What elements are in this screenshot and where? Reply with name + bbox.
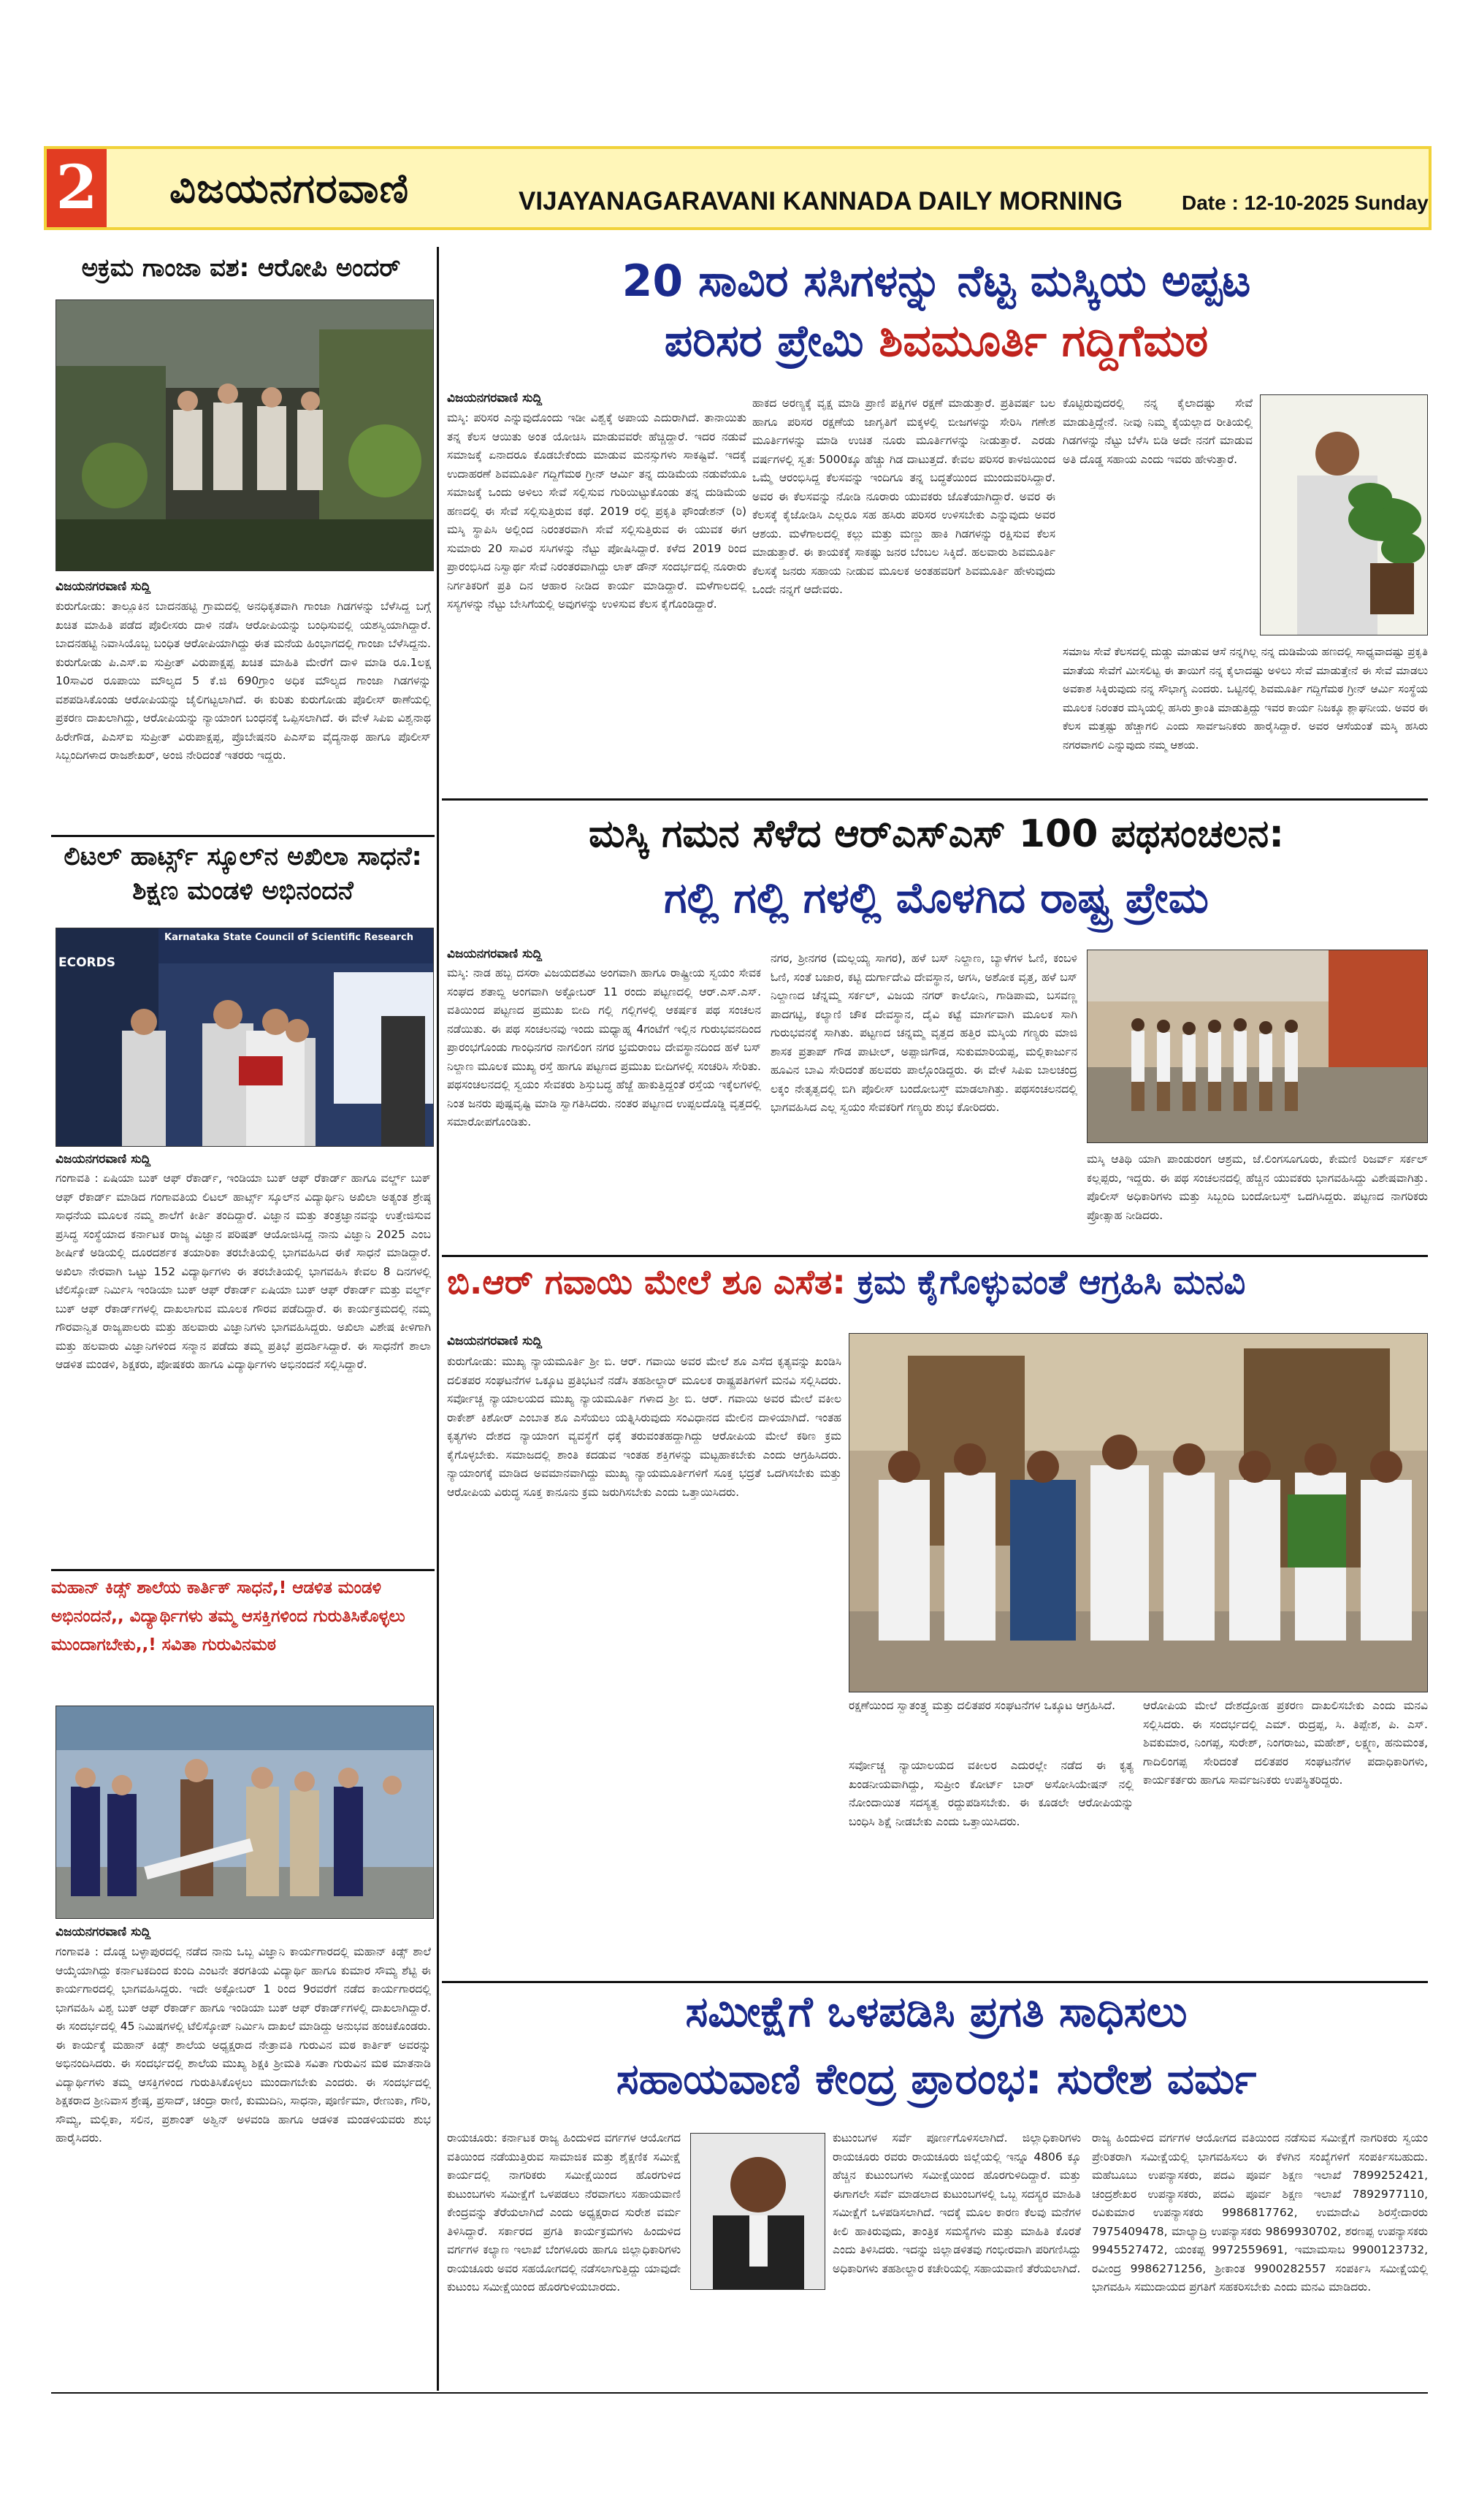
page-number: 2 xyxy=(47,149,107,227)
lead1-body-col2: ಹಾಕದ ಅರಣ್ಯಕ್ಕೆ ವೃಕ್ಷ ಮಾಡಿ ಪ್ರಾಣಿ ಪಕ್ಷಿಗಳ ರಕ್ಷಣೆ ಮಾಡುತ್ತಾರೆ. ಪ್ರತಿವರ್ಷ ಬಲ ಹಾಗೂ ಪರಿಸರ ರಕ್ಷಣೆಯ ಜಾಗೃತಿಗೆ ಮಕ್ಕಳಲ್ಲಿ ಬೀಜಗಳನ್ನು ಸೇರಿಸಿ ಗಣೇಶ ಮೂರ್ತಿಗಳನ್ನು ಮಾಡಿ ಉಚಿತ ನೂರು ಮೂರ್ತಿಗಳನ್ನು ನೀಡುತ್ತಾರೆ. ಎರಡು ವರ್ಷಗಳಲ್ಲಿ ಸ್ವತಃ 5000ಕ್ಕೂ ಹೆಚ್ಚು ಗಿಡ ದಾಟುತ್ತದೆ. ಕೇವಲ ಪರಿಸರ ಕಾಳಜಿಯಿಂದ ಒಮ್ಮೆ ಆರಂಭಿಸಿದ್ದ ಕೆಲಸವನ್ನು ಇಂದಿಗೂ ತನ್ನ ಬದ್ಧತೆಯಿಂದ ಮುಂದುವರಿಸಿದ್ದಾರೆ. ಅವರ ಈ ಕೆಲಸವನ್ನು ನೋಡಿ ನೂರಾರು ಯುವಕರು ಜೊತೆಯಾಗಿದ್ದಾರೆ. ಅವರ ಈ ಕೆಲಸಕ್ಕೆ ಕೈಜೋಡಿಸಿ ಎಲ್ಲರೂ ಸಹ ಹಸಿರು ಪರಿಸರ ಉಳಿಸಬೇಕು ಎನ್ನುವುದು ಅವರ ಆಶಯ. ಮಳೆಗಾಲದಲ್ಲಿ ಕಲ್ಲು ಮತ್ತು ಮಣ್ಣು ಹಾಕಿ ಗಿಡಗಳನ್ನು ರಕ್ಷಿಸುವ ಕೆಲಸ ಮಾಡುತ್ತಾರೆ. ಈ ಕಾಯಕಕ್ಕೆ ಸಾಕಷ್ಟು ಜನರ ಬೆಂಬಲ ಸಿಕ್ಕಿದೆ. ಹಲವಾರು ಶಿವಮೂರ್ತಿ ಕೆಲಸಕ್ಕೆ ಜನರು ಸಹಾಯ ನೀಡುವ ಮೂಲಕ ಅಂತಹವರಿಗೆ ಶಿವಮೂರ್ತಿ ಹೇಳುವುದು ಒಂದೇ ನನ್ನಗೆ ಆದೇವರು. xyxy=(752,397,1055,596)
section-rule xyxy=(442,1981,1428,1983)
lead4-body-col2: ಕುಟುಂಬಗಳ ಸರ್ವೆ ಪೂರ್ಣಗೊಳಿಸಲಾಗಿದೆ. ಜಿಲ್ಲಾಧಿಕಾರಿಗಳು ರಾಯಚೂರು ರವರು ರಾಯಚೂರು ಜಿಲ್ಲೆಯಲ್ಲಿ ಇನ್ನೂ 4806 ಕ್ಕೂ ಹೆಚ್ಚಿನ ಕುಟುಂಬಗಳು ಸಮೀಕ್ಷೆಯಿಂದ ಹೊರಗುಳಿದಿದ್ದಾರೆ. ಮತ್ತು ಈಗಾಗಲೇ ಸರ್ವೆ ಮಾಡಲಾದ ಕುಟುಂಬಗಳಲ್ಲಿ ಒಬ್ಬ ಸದಸ್ಯರ ಮಾಹಿತಿ ಸಮೀಕ್ಷೆಗೆ ಒಳಪಡಿಸಲಾಗಿದೆ. ಇದಕ್ಕೆ ಮೂಲ ಕಾರಣ ಕೆಲವು ಮನೆಗಳ ಕೀಲಿ ಹಾಕಿರುವುದು, ತಾಂತ್ರಿಕ ಸಮಸ್ಯೆಗಳು ಮತ್ತು ಮಾಹಿತಿ ಕೊರತೆ ಎಂದು ತಿಳಿಸಿದರು. ಇದನ್ನು ಜಿಲ್ಲಾಡಳಿತವು ಗಂಭೀರವಾಗಿ ಪರಿಗಣಿಸಿದ್ದು ಅಧಿಕಾರಿಗಳು ತಹಶೀಲ್ದಾರ ಕಚೇರಿಯಲ್ಲಿ ಸಹಾಯವಾಣಿ ತೆರೆಯಲಾಗಿದೆ. xyxy=(833,2131,1081,2275)
lead1-body-col1: ಮಸ್ಕಿ: ಪರಿಸರ ಎನ್ನುವುದೊಂದು ಇಡೀ ವಿಶ್ವಕ್ಕೆ ಅಪಾಯ ಎದುರಾಗಿದೆ. ತಾನಾಯಿತು ತನ್ನ ಕೆಲಸ ಆಯಿತು ಅಂತ ಯೋಚಿಸಿ ಮಾಡುವವರೇ ಹೆಚ್ಚಿದ್ದಾರೆ. ಇದರ ನಡುವೆ ಸಮಾಜಕ್ಕೆ ಏನಾದರೂ ಕೊಡಬೇಕೆಂದು ಮಾಡುವ ಮನಸ್ಸುಗಳು ಸಾಕಷ್ಟಿವೆ. ಇದಕ್ಕೆ ಉದಾಹರಣೆ ಶಿವಮೂರ್ತಿ ಗದ್ದಿಗೆಮಠ ಗ್ರೀನ್ ಆರ್ಮಿ ತನ್ನ ದುಡಿಮೆಯ ನಡುವೆಯೂ ಸಮಾಜಕ್ಕೆ ಒಂದು ಅಳಿಲು ಸೇವೆ ಸಲ್ಲಿಸುವ ಗುರಿಯಿಟ್ಟುಕೊಂಡು ತನ್ನ ದುಡಿಮೆಯ ಹಣದಲ್ಲಿ ಈ ಸೇವೆ ಸಲ್ಲಿಸುತ್ತಿರುವ ಕಥೆ. 2019 ರಲ್ಲಿ ಪ್ರಕೃತಿ ಫೌಂಡೇಶನ್ (ರಿ) ಮಸ್ಕಿ ಸ್ಥಾಪಿಸಿ ಅಲ್ಲಿಂದ ನಿರಂತರವಾಗಿ ಸೇವೆ ಸಲ್ಲಿಸುತ್ತಿರುವ ಈ ಯುವಕ ಈಗ ಸುಮಾರು 20 ಸಾವಿರ ಸಸಿಗಳನ್ನು ನೆಟ್ಟು ಪೋಷಿಸಿದ್ದಾರೆ. ಕಳೆದ 2019 ರಿಂದ ಪ್ರಾರಂಭಿಸಿದ ನಿಸ್ವಾರ್ಥ ಸೇವೆ ನಿರಂತರವಾಗಿದ್ದು ಲಾಕ್ ಡೌನ್ ಸಂದರ್ಭದಲ್ಲಿ ನೂರಾರು ನಿರ್ಗತಿಕರಿಗೆ ಪ್ರತಿ ದಿನ ಆಹಾರ ನೀಡಿದ ಕಾರ್ಯ ಮಾಡಿದ್ದಾರೆ. ಮಳೆಗಾಲದಲ್ಲಿ ಸಸ್ಯಗಳನ್ನು ನೆಟ್ಟು ಬೇಸಿಗೆಯಲ್ಲಿ ಅವುಗಳನ್ನು ಉಳಿಸುವ ಕೆಲಸ ಕೈಗೊಂಡಿದ್ದಾರೆ. xyxy=(447,411,746,611)
lead3-body-col1: ಕುರುಗೋಡು: ಮುಖ್ಯ ನ್ಯಾಯಮೂರ್ತಿ ಶ್ರೀ ಬಿ. ಆರ್. ಗವಾಯಿ ಅವರ ಮೇಲೆ ಶೂ ಎಸೆದ ಕೃತ್ಯವನ್ನು ಖಂಡಿಸಿ ದಲಿತಪರ ಸಂಘಟನೆಗಳ ಒಕ್ಕೂಟ ಪ್ರತಿಭಟನೆ ನಡೆಸಿ ತಹಶೀಲ್ದಾರ್ ಮೂಲಕ ರಾಷ್ಟ್ರಪತಿಗಳಿಗೆ ಮನವಿ ಸಲ್ಲಿಸಿದರು. ಸರ್ವೋಚ್ಚ ನ್ಯಾಯಾಲಯದ ಮುಖ್ಯ ನ್ಯಾಯಮೂರ್ತಿ ಗಳಾದ ಶ್ರೀ ಬಿ. ಆರ್. ಗವಾಯಿ ಅವರ ಮೇಲೆ ವಕೀಲ ರಾಕೇಶ್ ಕಿಶೋರ್ ಎಂಬಾತ ಶೂ ಎಸೆಯಲು ಯತ್ನಿಸಿರುವುದು ಸಂವಿಧಾನದ ಮೇಲಿನ ದಾಳಿಯಾಗಿದೆ. ಇಂತಹ ಕೃತ್ಯಗಳು ದೇಶದ ನ್ಯಾಯಾಂಗ ವ್ಯವಸ್ಥೆಗೆ ಧಕ್ಕೆ ತರುವಂತಹದ್ದಾಗಿದ್ದು ಆರೋಪಿಯ ಮೇಲೆ ಕಠಿಣ ಕ್ರಮ ಕೈಗೊಳ್ಳಬೇಕು. ಸಮಾಜದಲ್ಲಿ ಶಾಂತಿ ಕದಡುವ ಇಂತಹ ಶಕ್ತಿಗಳನ್ನು ಮಟ್ಟಹಾಕಬೇಕು ಎಂದು ಆಗ್ರಹಿಸಿದರು. ನ್ಯಾಯಾಂಗಕ್ಕೆ ಮಾಡಿದ ಅವಮಾನವಾಗಿದ್ದು ಮುಖ್ಯ ನ್ಯಾಯಮೂರ್ತಿಗಳಿಗೆ ಸೂಕ್ತ ಭದ್ರತೆ ಒದಗಿಸಬೇಕು ಮತ್ತು ಆರೋಪಿಯ ವಿರುದ್ಧ ಸೂಕ್ತ ಕಾನೂನು ಕ್ರಮ ಜರುಗಿಸಬೇಕು ಎಂದು ಒತ್ತಾಯಿಸಿದರು. xyxy=(447,1355,841,1499)
lead1-body-col3: ಕೊಟ್ಟಿರುವುದರಲ್ಲಿ ನನ್ನ ಕೈಲಾದಷ್ಟು ಸೇವೆ ಮಾಡುತ್ತಿದ್ದೇನೆ. ನೀವು ನಿಮ್ಮ ಕೈಯಲ್ಲಾದ ರೀತಿಯಲ್ಲಿ ಗಿಡಗಳನ್ನು ನೆಟ್ಟು ಬೆಳೆಸಿ ಬಿಡಿ ಅದೇ ನನಗೆ ಮಾಡುವ ಅತಿ ದೊಡ್ಡ ಸಹಾಯ ಎಂದು ಇವರು ಹೇಳುತ್ತಾರೆ. xyxy=(1063,397,1253,466)
lead3-photo-caption: ರಕ್ಷಣೆಯಿಂದ ಸ್ವಾತಂತ್ರ್ಯ ಮತ್ತು ದಲಿತಪರ ಸಂಘಟನೆಗಳ ಒಕ್ಕೂಟ ಆಗ್ರಹಿಸಿದೆ. xyxy=(849,1699,1116,1712)
lead2-body-col1: ಮಸ್ಕಿ: ನಾಡ ಹಬ್ಬ ದಸರಾ ವಿಜಯದಶಮಿ ಅಂಗವಾಗಿ ಹಾಗೂ ರಾಷ್ಟ್ರೀಯ ಸ್ವಯಂ ಸೇವಕ ಸಂಘದ ಶತಾಬ್ದಿ ಅಂಗವಾಗಿ ಅಕ್ಟೋಬರ್ 11 ರಂದು ಪಟ್ಟಣದಲ್ಲಿ ಆರ್.ಎಸ್.ಎಸ್. ವತಿಯಿಂದ ಪಟ್ಟಣದ ಪ್ರಮುಖ ಬೀದಿ ಗಲ್ಲಿ ಗಲ್ಲಿಗಳಲ್ಲಿ ಆಕರ್ಷಕ ಪಥ ಸಂಚಲನ ನಡೆಯಿತು. ಈ ಪಥ ಸಂಚಲನವು ಇಂದು ಮಧ್ಯಾಹ್ನ 4ಗಂಟೆಗೆ ಇಲ್ಲಿನ ಗುರುಭವನದಿಂದ ಪ್ರಾರಂಭಗೊಂಡು ಗಾಂಧಿನಗರ ನಾಗಲಿಂಗ ನಗರ ಭ್ರಮರಾಂಬ ದೇವಸ್ಥಾನದಿಂದ ಹಳೆ ಬಸ್ ನಿಲ್ದಾಣ ಮೂಲಕ ಮುಖ್ಯ ರಸ್ತೆ ಹಾಗೂ ಪಟ್ಟಣದ ಪ್ರಮುಖ ಬೀದಿಗಳಲ್ಲಿ ಸಂಚರಿಸಿ ಸೇರಿತು. ಪಥಸಂಚಲನದಲ್ಲಿ ಸ್ವಯಂ ಸೇವಕರು ಶಿಸ್ತುಬದ್ಧ ಹೆಜ್ಜೆ ಹಾಕುತ್ತಿದ್ದಂತೆ ರಸ್ತೆಯ ಇಕ್ಕೆಲಗಳಲ್ಲಿ ನಿಂತ ಜನರು ಪುಷ್ಪವೃಷ್ಟಿ ಮಾಡಿ ಸ್ವಾಗತಿಸಿದರು. ನಂತರ ಪಟ್ಟಣದ ಉಪ್ಪಲದೊಡ್ಡಿ ವೃತ್ತದಲ್ಲಿ ಸಮಾರೋಪಗೊಂಡಿತು. xyxy=(447,966,761,1129)
shivamurthy-portrait-photo xyxy=(1260,394,1428,635)
lead3-credit: ವಿಜಯನಗರವಾಣಿ ಸುದ್ದಿ xyxy=(447,1334,543,1348)
lead4-headline-line1: ಸಮೀಕ್ಷೆಗೆ ಒಳಪಡಿಸಿ ಪ್ರಗತಿ ಸಾಧಿಸಲು xyxy=(685,1987,1188,2036)
left-story3-headline: ಮಹಾನ್ ಕಿಡ್ಸ್ ಶಾಲೆಯ ಕಾರ್ತಿಕ್ ಸಾಧನೆ,! ಆಡಳಿತ ಮಂಡಳಿ ಅಭಿನಂದನೆ,, ವಿದ್ಯಾರ್ಥಿಗಳು ತಮ್ಮ ಆಸಕ್ತಿಗಳಿಂದ ಗುರುತಿಸಿಕೊಳ್ಳಲು ಮುಂದಾಗಬೇಕು,,! ಸವಿತಾ ಗುರುವಿನಮಠ xyxy=(51,1578,405,1655)
left-story3-credit: ವಿಜಯನಗರವಾಣಿ ಸುದ್ದಿ xyxy=(56,1925,151,1939)
lead4-headline-line2: ಸಹಾಯವಾಣಿ ಕೇಂದ್ರ ಪ್ರಾರಂಭ: ಸುರೇಶ ವರ್ಮ xyxy=(616,2054,1257,2104)
section-rule xyxy=(51,1569,435,1571)
lead4-body-col3: ರಾಜ್ಯ ಹಿಂದುಳಿದ ವರ್ಗಗಳ ಆಯೋಗದ ವತಿಯಿಂದ ನಡೆಸುವ ಸಮೀಕ್ಷೆಗೆ ನಾಗರಿಕರು ಸ್ವಯಂ ಪ್ರೇರಿತರಾಗಿ ಸಮೀಕ್ಷೆಯಲ್ಲಿ ಭಾಗವಹಿಸಲು ಈ ಕೆಳಗಿನ ಸಂಖ್ಯೆಗಳಿಗೆ ಸಂಪರ್ಕಿಸಬಹುದು. ಮಹೆಬೂಬು ಉಪನ್ಯಾಸಕರು, ಪದವಿ ಪೂರ್ವ ಶಿಕ್ಷಣ ಇಲಾಖೆ 7899252421, ಚಂದ್ರಶೇಖರ ಉಪನ್ಯಾಸಕರು, ಪದವಿ ಪೂರ್ವ ಶಿಕ್ಷಣ ಇಲಾಖೆ 7892977110, ರವಿಕುಮಾರ ಉಪನ್ಯಾಸಕರು 9986817762, ಉಮಾದೇವಿ ಶಿರಸ್ತೇದಾರರು 7975409478, ಮಾಲ್ಯಾದ್ರಿ ಉಪನ್ಯಾಸಕರು 9869930702, ಶರಣಪ್ಪ ಉಪನ್ಯಾಸಕರು 9945527472, ಯಂಕಪ್ಪ 9972559691, ಇಮಾಮಸಾಬ 9900123732, ರವೀಂದ್ರ 9986271256, ಶ್ರೀಕಾಂತ 9900282557 ಸಂಪರ್ಕಿಸಿ ಸಮೀಕ್ಷೆಯಲ್ಲಿ ಭಾಗವಹಿಸಿ ಸಮುದಾಯದ ಪ್ರಗತಿಗೆ ಸಹಕರಿಸಬೇಕು ಎಂದು ಮನವಿ ಮಾಡಿದರು. xyxy=(1092,2131,1428,2294)
lead2-body-col2: ನಗರ, ಶ್ರೀನಗರ (ಮಲ್ಲಯ್ಯ ಸಾಗರ), ಹಳೆ ಬಸ್ ನಿಲ್ದಾಣ, ಬ್ಯಾಳೆಗಳ ಓಣಿ, ಕಂಬಳಿ ಓಣಿ, ಸಂತೆ ಬಜಾರ, ಕಟ್ಟಿ ದುರ್ಗಾದೇವಿ ದೇವಸ್ಥಾನ, ಅಗಸಿ, ಅಶೋಕ ವೃತ್ತ, ಹಳೆ ಬಸ್ ನಿಲ್ದಾಣದ ಚೆನ್ನಮ್ಮ ಸರ್ಕಲ್, ವಿಜಯ ನಗರ್ ಕಾಲೋನಿ, ಗಾಡಿಪಾಮ, ಬಸವಣ್ಣ ಪಾದಗಟ್ಟಿ, ಕಲ್ಯಾಣಿ ಚೌಕ ದೇವಸ್ಥಾನ, ದೈವಿ ಕಟ್ಟೆ ಮಾರ್ಗವಾಗಿ ಮೂಲಕ ಸಾಗಿ ಗುರುಭವನಕ್ಕೆ ಸಾಗಿತು. ಪಟ್ಟಣದ ಚನ್ನಮ್ಮ ವೃತ್ತದ ಹತ್ತಿರ ಮಸ್ಕಿಯ ಗಣ್ಯರು ಮಾಜಿ ಶಾಸಕ ಪ್ರತಾಪ್ ಗೌಡ ಪಾಟೀಲ್, ಅಪ್ಪಾಜಿಗೌಡ, ಸುಕುಮಾರಿಯಪ್ಪ, ಮಲ್ಲಿಕಾರ್ಜುನ ಹೂವಿನ ಬಾವಿ ಸೇರಿದಂತೆ ಹಲವರು ಪಾಲ್ಗೊಂಡಿದ್ದರು. ಈ ವೇಳೆ ಸಿಪಿಐ ಬಾಲಚಂದ್ರ ಲಕ್ಕಂ ನೇತೃತ್ವದಲ್ಲಿ ಬಿಗಿ ಪೊಲೀಸ್ ಬಂದೋಬಸ್ತ್ ಮಾಡಲಾಗಿತ್ತು. ಪಥಸಂಚಲನದಲ್ಲಿ ಭಾಗವಹಿಸಿದ ಎಲ್ಲ ಸ್ವಯಂ ಸೇವಕರಿಗೆ ಗಣ್ಯರು ಶುಭ ಕೋರಿದರು. xyxy=(771,952,1077,1114)
lead2-headline-line2: ಗಲ್ಲಿ ಗಲ್ಲಿ ಗಳಲ್ಲಿ ಮೊಳಗಿದ ರಾಷ್ಟ್ರ ಪ್ರೇಮ xyxy=(664,873,1209,923)
lead1-headline-line1: 20 ಸಾವಿರ ಸಸಿಗಳನ್ನು ನೆಟ್ಟ ಮಸ್ಕಿಯ ಅಪ್ಪಟ xyxy=(622,256,1251,307)
newspaper-name-english: VIJAYANAGARAVANI KANNADA DAILY MORNING xyxy=(519,187,1123,215)
section-rule xyxy=(442,798,1428,801)
ganja-seizure-photo xyxy=(56,299,434,571)
left-story2-headline: ಲಿಟಲ್ ಹಾರ್ಟ್ಸ್ ಸ್ಕೂಲ್‌ನ ಅಖಿಲಾ ಸಾಧನೆ: ಶಿಕ್ಷಣ ಮಂಡಳಿ ಅಭಿನಂದನೆ xyxy=(64,842,422,906)
lead3-headline-part-b: ಕ್ರಮ ಕೈಗೊಳ್ಳುವಂತೆ ಆಗ್ರಹಿಸಿ ಮನವಿ xyxy=(857,1262,1246,1302)
left-story1-credit: ವಿಜಯನಗರವಾಣಿ ಸುದ್ದಿ xyxy=(56,579,151,594)
photo-side-text: ECORDS xyxy=(58,955,115,970)
newspaper-name-kannada: ವಿಜಯನಗರವಾಣಿ xyxy=(169,165,410,213)
lead3-body-col2: ಸರ್ವೋಚ್ಚ ನ್ಯಾಯಾಲಯದ ವಕೀಲರ ಎದುರಲ್ಲೇ ನಡೆದ ಈ ಕೃತ್ಯ ಖಂಡನೀಯವಾಗಿದ್ದು, ಸುಪ್ರೀಂ ಕೋರ್ಟ್ ಬಾರ್ ಅಸೋಸಿಯೇಷನ್ ನಲ್ಲಿ ನೋಂದಾಯಿತ ಸದಸ್ಯತ್ವ ರದ್ದುಪಡಿಸಬೇಕು. ಈ ಕೂಡಲೇ ಆರೋಪಿಯನ್ನು ಬಂಧಿಸಿ ಶಿಕ್ಷೆ ನೀಡಬೇಕು ಎಂದು ಒತ್ತಾಯಿಸಿದರು. xyxy=(849,1759,1134,1828)
lead1-body-col3c: ಸಮಾಜ ಸೇವೆ ಕೆಲಸದಲ್ಲಿ ದುಡ್ಡು ಮಾಡುವ ಆಸೆ ನನ್ನಗಿಲ್ಲ ನನ್ನ ದುಡಿಮೆಯ ಹಣದಲ್ಲಿ ಸಾಧ್ಯವಾದಷ್ಟು ಪ್ರಕೃತಿ ಮಾತೆಯ ಸೇವೆಗೆ ಮೀಸಲಿಟ್ಟ ಈ ತಾಯಿಗೆ ನನ್ನ ಕೈಲಾದಷ್ಟು ಅಳಿಲು ಸೇವೆ ಮಾಡುತ್ತೇನೆ ಈ ಸೇವೆ ಮಾಡಲು ಅವಕಾಶ ಸಿಕ್ಕಿರುವುದು ನನ್ನ ಸೌಭಾಗ್ಯ ಎಂದರು. ಒಟ್ಟಿನಲ್ಲಿ ಶಿವಮೂರ್ತಿ ಗದ್ದಿಗೆಮಠ ಗ್ರೀನ್ ಆರ್ಮಿ ಸಂಸ್ಥೆಯ ಮೂಲಕ ನಿರಂತರ ಮಸ್ಕಿಯಲ್ಲಿ ಹಸಿರು ಕ್ರಾಂತಿ ಮಾಡುತ್ತಿದ್ದು ಇವರ ಕಾರ್ಯ ನಿಜಕ್ಕೂ ಶ್ಲಾಘನೀಯ. ಅವರ ಈ ಕೆಲಸ ಮತ್ತಷ್ಟು ಹೆಚ್ಚಾಗಲಿ ಎಂದು ಸಾರ್ವಜನಿಕರು ಹಾರೈಸಿದ್ದಾರೆ. ಅವರ ಆಸೆಯಂತೆ ಮಸ್ಕಿ ಹಸಿರು ನಗರವಾಗಲಿ ಎನ್ನುವುದು ನಮ್ಮ ಆಶಯ. xyxy=(1063,645,1428,752)
left-story1-headline: ಅಕ್ರಮ ಗಾಂಜಾ ವಶ: ಆರೋಪಿ ಅಂದರ್ xyxy=(81,253,401,283)
section-rule xyxy=(442,1255,1428,1257)
left-story2-body: ಗಂಗಾವತಿ : ಏಷಿಯಾ ಬುಕ್ ಆಫ್ ರೆಕಾರ್ಡ್, ಇಂಡಿಯಾ ಬುಕ್ ಆಫ್ ರೆಕಾರ್ಡ್ ಹಾಗೂ ವರ್ಲ್ಡ್ ಬುಕ್ ಆಫ್ ರೆಕಾರ್ಡ್ ಮಾಡಿದ ಗಂಗಾವತಿಯ ಲಿಟಲ್ ಹಾರ್ಟ್ಸ್ ಸ್ಕೂಲ್‌ನ ವಿದ್ಯಾರ್ಥಿನಿ ಅಖಿಲಾ ಅತ್ಯಂತ ಶ್ರೇಷ್ಠ ಸಾಧನೆಯ ಮೂಲಕ ನಮ್ಮ ಶಾಲೆಗೆ ಕೀರ್ತಿ ತಂದಿದ್ದಾರೆ. ವಿಜ್ಞಾನ ಮತ್ತು ತಂತ್ರಜ್ಞಾನವನ್ನು ಉತ್ತೇಜಿಸುವ ಪ್ರಸಿದ್ಧ ಸಂಸ್ಥೆಯಾದ ಕರ್ನಾಟಕ ರಾಜ್ಯ ವಿಜ್ಞಾನ ಪರಿಷತ್ ಆಯೋಜಿಸಿದ್ದ ನಾನು ವಿಜ್ಞಾನಿ 2025 ಎಂಬ ಶೀರ್ಷಿಕೆ ಅಡಿಯಲ್ಲಿ ದೂರದರ್ಶಕ ತಯಾರಿಕಾ ತರಬೇತಿಯಲ್ಲಿ ಭಾಗವಹಿಸಿದ ಈಕೆ ಸಾಧನೆ ಮಾಡಿದ್ದಾರೆ. ಅಖಿಲಾ ನೇರವಾಗಿ ಒಟ್ಟು 152 ವಿದ್ಯಾರ್ಥಿಗಳು ಈ ತರಬೇತಿಯಲ್ಲಿ ಭಾಗವಹಿಸಿ ಕೇವಲ 8 ದಿನಗಳಲ್ಲಿ ಟೆಲಿಸ್ಕೋಪ್ ನಿರ್ಮಿಸಿ ಇಂಡಿಯಾ ಬುಕ್ ಆಫ್ ರೆಕಾರ್ಡ್ ಏಷಿಯಾ ಬುಕ್ ಆಫ್ ರೆಕಾರ್ಡ್ ಮತ್ತು ವರ್ಲ್ಡ್ ಬುಕ್ ಆಫ್ ರೆಕಾರ್ಡ್‌ಗಳಲ್ಲಿ ದಾಖಲಾಗುವ ಮೂಲಕ ಗೌರವ ಪಡೆದಿದ್ದಾರೆ. ಈ ಕಾರ್ಯಕ್ರಮದಲ್ಲಿ ನಮ್ಮ ಗೌರವಾನ್ವಿತ ರಾಜ್ಯಪಾಲರು ಮತ್ತು ಹಲವಾರು ವಿಜ್ಞಾನಿಗಳು ಭಾಗವಹಿಸಿದ್ದರು. ಅಖಿಲಾ ವಿಶೇಷ ಕೀಳಿಗಾಗಿ ಮತ್ತು ಹಲವಾರು ವಿಜ್ಞಾನಿಗಳಿಂದ ಸನ್ಮಾನ ಪಡೆದು ತಮ್ಮ ಪ್ರತಿಭೆ ಪ್ರದರ್ಶಿಸಿದ್ದಾರೆ. ಈ ಸಾಧನೆಗೆ ಶಾಲಾ ಆಡಳಿತ ಮಂಡಳಿ, ಶಿಕ್ಷಕರು, ಪೋಷಕರು ಹಾಗೂ ವಿದ್ಯಾರ್ಥಿಗಳು ಅಭಿನಂದನೆ ಸಲ್ಲಿಸಿದ್ದಾರೆ. xyxy=(56,1172,431,1371)
lead1-credit: ವಿಜಯನಗರವಾಣಿ ಸುದ್ದಿ xyxy=(447,391,543,405)
column-divider xyxy=(437,1985,439,2391)
column-divider xyxy=(437,247,439,1985)
page-bottom-rule xyxy=(51,2392,1428,2394)
lead3-headline-part-a: ಬಿ.ಆರ್ ಗವಾಯಿ ಮೇಲೆ ಶೂ ಎಸೆತ: xyxy=(447,1262,846,1302)
left-story1-body: ಕುರುಗೋಡು: ತಾಲ್ಲೂಕಿನ ಬಾದನಹಟ್ಟಿ ಗ್ರಾಮದಲ್ಲಿ ಅನಧಿಕೃತವಾಗಿ ಗಾಂಜಾ ಗಿಡಗಳನ್ನು ಬೆಳೆಸಿದ್ದ ಬಗ್ಗೆ ಖಚಿತ ಮಾಹಿತಿ ಪಡೆದ ಪೊಲೀಸರು ದಾಳಿ ನಡೆಸಿ ಆರೋಪಿಯನ್ನು ಬಂಧಿಸುವಲ್ಲಿ ಯಶಸ್ವಿಯಾಗಿದ್ದಾರೆ. ಬಾದನಹಟ್ಟಿ ನಿವಾಸಿಯೊಬ್ಬ ಬಂಧಿತ ಆರೋಪಿಯಾಗಿದ್ದು ಈತ ಮನೆಯ ಹಿಂಭಾಗದಲ್ಲಿ ಗಾಂಜಾ ಬೆಳೆಸಿದ್ದನು. ಕುರುಗೋಡು ಪಿ.ಎಸ್.ಐ ಸುಪ್ರೀತ್ ವಿರುಪಾಕ್ಷಪ್ಪ ಖಚಿತ ಮಾಹಿತಿ ಮೇರೆಗೆ ದಾಳಿ ಮಾಡಿ ರೂ.1ಲಕ್ಷ 10ಸಾವಿರ ರೂಪಾಯಿ ಮೌಲ್ಯದ 5 ಕೆ.ಜಿ 690ಗ್ರಾಂ ಅಧಿಕ ಮೌಲ್ಯದ ಗಾಂಜಾ ಗಿಡಗಳನ್ನು ವಶಪಡಿಸಿಕೊಂಡು ಆರೋಪಿಯನ್ನು ಜೈಲಿಗಟ್ಟಲಾಗಿದೆ. ಈ ಕುರಿತು ಕುರುಗೋಡು ಪೊಲೀಸ್ ಠಾಣೆಯಲ್ಲಿ ಪ್ರಕರಣ ದಾಖಲಾಗಿದ್ದು, ಆರೋಪಿಯನ್ನು ನ್ಯಾಯಾಂಗ ಬಂಧನಕ್ಕೆ ಒಪ್ಪಿಸಲಾಗಿದೆ. ಈ ವೇಳೆ ಸಿಪಿಐ ವಿಶ್ವನಾಥ ಹಿರೇಗೌಡ, ಪಿಎಸ್ಐ ಸುಪ್ರೀತ್ ವಿರುಪಾಕ್ಷಪ್ಪ, ಪ್ರೊಬೇಷನರಿ ಪಿಎಸ್ಐ ವೈದ್ಯನಾಥ ಹಾಗೂ ಪೊಲೀಸ್ ಸಿಬ್ಬಂದಿಗಳಾದ ರಾಜಶೇಖರ್, ಅಂಜಿ ನೇರಿದಂತೆ ಇತರರು ಇದ್ದರು. xyxy=(56,600,431,762)
mahan-kids-photo xyxy=(56,1706,434,1919)
lead2-headline-line1: ಮಸ್ಕಿ ಗಮನ ಸೆಳೆದ ಆರ್‌ಎಸ್‌ಎಸ್ 100 ಪಥಸಂಚಲನ: xyxy=(588,812,1285,856)
photo-banner-text: Karnataka State Council of Scientific Research xyxy=(164,932,414,943)
lead1-headline-part-b: ಶಿವಮೂರ್ತಿ ಗದ್ದಿಗೆಮಠ xyxy=(879,316,1209,367)
left-story3-body: ಗಂಗಾವತಿ : ದೊಡ್ಡ ಬಳ್ಳಾಪುರದಲ್ಲಿ ನಡೆದ ನಾನು ಒಬ್ಬ ವಿಜ್ಞಾನಿ ಕಾರ್ಯಗಾರದಲ್ಲಿ ಮಹಾನ್ ಕಿಡ್ಸ್ ಶಾಲೆ ಆಯ್ಕೆಯಾಗಿದ್ದು ಕರ್ನಾಟಕದಿಂದ ಕುಂದಿ ಎಂಟನೇ ತರಗತಿಯ ವಿದ್ಯಾರ್ಥಿ ಹಾಗೂ ಕುಮಾರ ಸೌಮ್ಯ ಶೆಟ್ಟಿ ಈ ಕಾರ್ಯಗಾರದಲ್ಲಿ ಭಾಗವಹಿಸಿದ್ದರು. ಇದೇ ಅಕ್ಟೋಬರ್ 1 ರಿಂದ 9ರವರೆಗೆ ನಡೆದ ಕಾರ್ಯಗಾರದಲ್ಲಿ ಭಾಗವಹಿಸಿ ವಿಶ್ವ ಬುಕ್ ಆಫ್ ರೆಕಾರ್ಡ್ ಹಾಗೂ ಇಂಡಿಯಾ ಬುಕ್ ಆಫ್ ರೆಕಾರ್ಡ್‌ಗಳಲ್ಲಿ ದಾಖಲಾಗಿದ್ದಾರೆ. ಈ ಸಂದರ್ಭದಲ್ಲಿ 45 ನಿಮಿಷಗಳಲ್ಲಿ ಟೆಲಿಸ್ಕೋಪ್ ನಿರ್ಮಿಸಿ ದಾಖಲೆ ಮಾಡಿದ್ದು ಅನುಭವ ಹಂಚಿಕೊಂಡರು. ಈ ಕಾರ್ಯಕ್ಕೆ ಮಹಾನ್ ಕಿಡ್ಸ್ ಶಾಲೆಯ ಅಧ್ಯಕ್ಷರಾದ ನೇತ್ರಾವತಿ ಗುರುವಿನ ಮಠ ಕಾರ್ತಿಕ್ ಅವರನ್ನು ಅಭಿನಂದಿಸಿದರು. ಈ ಸಂದರ್ಭದಲ್ಲಿ ಶಾಲೆಯ ಮುಖ್ಯ ಶಿಕ್ಷಕಿ ಶ್ರೀಮತಿ ಸವಿತಾ ಗುರುವಿನ ಮಠ ಮಾತನಾಡಿ ವಿದ್ಯಾರ್ಥಿಗಳು ತಮ್ಮ ಆಸಕ್ತಿಗಳಿಂದ ಗುರುತಿಸಿಕೊಳ್ಳಲು ಮುಂದಾಗಬೇಕು ಎಂದರು. ಈ ಸಂದರ್ಭದಲ್ಲಿ ಶಿಕ್ಷಕರಾದ ಶ್ರೀನಿವಾಸ ಶ್ರೇಷ್ಠ, ಪ್ರಸಾದ್, ಚಂದ್ರಾ ರಾಣಿ, ಕುಮುದಿನಿ, ಸಾಧನಾ, ಪೂರ್ಣಿಮಾ, ರೇಣುಕಾ, ಗೌರಿ, ಸೌಮ್ಯ, ಮಲ್ಲಿಕಾ, ಸಲಿನ, ಪ್ರಶಾಂತ್ ಅಶ್ವಿನ್ ಅಳವಂಡಿ ಹಾಗೂ ಆಡಳಿತ ಮಂಡಳಿಯವರು ಶುಭ ಹಾರೈಸಿದರು. xyxy=(56,1945,431,2145)
lead3-body-col3: ಆರೋಪಿಯ ಮೇಲೆ ದೇಶದ್ರೋಹ ಪ್ರಕರಣ ದಾಖಲಿಸಬೇಕು ಎಂದು ಮನವಿ ಸಲ್ಲಿಸಿದರು. ಈ ಸಂದರ್ಭದಲ್ಲಿ ಎಮ್. ರುದ್ರಪ್ಪ, ಸಿ. ತಿಪ್ಪೇಶ, ಪಿ. ಎಸ್. ಶಿವಕುಮಾರ, ನಿಂಗಪ್ಪ, ಸುರೇಶ್, ನಿಂಗರಾಜು, ಮಹೇಶ್, ಲಕ್ಷ್ಮಣ, ಹನುಮಂತ, ಗಾದಿಲಿಂಗಪ್ಪ ಸೇರಿದಂತೆ ದಲಿತಪರ ಸಂಘಟನೆಗಳ ಪದಾಧಿಕಾರಿಗಳು, ಕಾರ್ಯಕರ್ತರು ಹಾಗೂ ಸಾರ್ವಜನಿಕರು ಉಪಸ್ಥಿತರಿದ್ದರು. xyxy=(1143,1699,1428,1787)
lead1-headline-line2 xyxy=(447,316,1426,377)
lead2-credit: ವಿಜಯನಗರವಾಣಿ ಸುದ್ದಿ xyxy=(447,947,543,961)
lead3-headline xyxy=(447,1262,1426,1321)
issue-date: Date : 12-10-2025 Sunday xyxy=(1182,191,1429,214)
protest-memorandum-photo xyxy=(849,1333,1428,1692)
lead2-photo-caption: ಮಸ್ಕಿ ಆತಿಥಿ ಯಾಗಿ ಪಾಂಡುರಂಗ ಆಶ್ರಮ, ಜೆ.ಲಿಂಗಸೂಗೂರು, ಕೇಮಣಿ ರಿಜರ್ವ್ ಸರ್ಕಲ್ ಕಲ್ಲಪ್ಪರು, ಇದ್ದರು. ಈ ಪಥ ಸಂಚಲನದಲ್ಲಿ ಹೆಚ್ಚಿನ ಯುವಕರು ಭಾಗವಹಿಸಿದ್ದು ವಿಶೇಷವಾಗಿತ್ತು. ಪೊಲೀಸ್ ಅಧಿಕಾರಿಗಳು ಮತ್ತು ಸಿಬ್ಬಂದಿ ಬಂದೋಬಸ್ತ್ ಒದಗಿಸಿದ್ದರು. ಪಟ್ಟಣದ ನಾಗರಿಕರು ಪ್ರೋತ್ಸಾಹ ನೀಡಿದರು. xyxy=(1087,1153,1428,1222)
rss-march-photo xyxy=(1087,950,1428,1143)
section-rule xyxy=(51,835,435,837)
lead1-headline-part-a: ಪರಿಸರ ಪ್ರೇಮಿ xyxy=(664,316,864,367)
lead4-body-col1: ರಾಯಚೂರು: ಕರ್ನಾಟಕ ರಾಜ್ಯ ಹಿಂದುಳಿದ ವರ್ಗಗಳ ಆಯೋಗದ ವತಿಯಿಂದ ನಡೆಯುತ್ತಿರುವ ಸಾಮಾಜಿಕ ಮತ್ತು ಶೈಕ್ಷಣಿಕ ಸಮೀಕ್ಷೆ ಕಾರ್ಯದಲ್ಲಿ ನಾಗರಿಕರು ಸಮೀಕ್ಷೆಯಿಂದ ಹೊರಗುಳಿದ ಕುಟುಂಬಗಳು ಸಮೀಕ್ಷೆಗೆ ಒಳಪಡಲು ನೆರವಾಗಲು ಸಹಾಯವಾಣಿ ಕೇಂದ್ರವನ್ನು ತೆರೆಯಲಾಗಿದೆ ಎಂದು ಅಧ್ಯಕ್ಷರಾದ ಸುರೇಶ ವರ್ಮ ತಿಳಿಸಿದ್ದಾರೆ. ಸರ್ಕಾರದ ಪ್ರಗತಿ ಕಾರ್ಯಕ್ರಮಗಳು ಹಿಂದುಳಿದ ವರ್ಗಗಳ ಕಲ್ಯಾಣ ಇಲಾಖೆ ಬೆಂಗಳೂರು ಹಾಗೂ ಜಿಲ್ಲಾಧಿಕಾರಿಗಳು ರಾಯಚೂರು ಅವರ ಸಹಯೋಗದಲ್ಲಿ ನಡೆಸಲಾಗುತ್ತಿದ್ದು ಯಾವುದೇ ಕುಟುಂಬ ಸಮೀಕ್ಷೆಯಿಂದ ಹೊರಗುಳಿಯಬಾರದು. xyxy=(447,2131,681,2294)
left-story2-credit: ವಿಜಯನಗರವಾಣಿ ಸುದ್ದಿ xyxy=(56,1152,151,1167)
suresh-varma-portrait-photo xyxy=(690,2133,825,2290)
